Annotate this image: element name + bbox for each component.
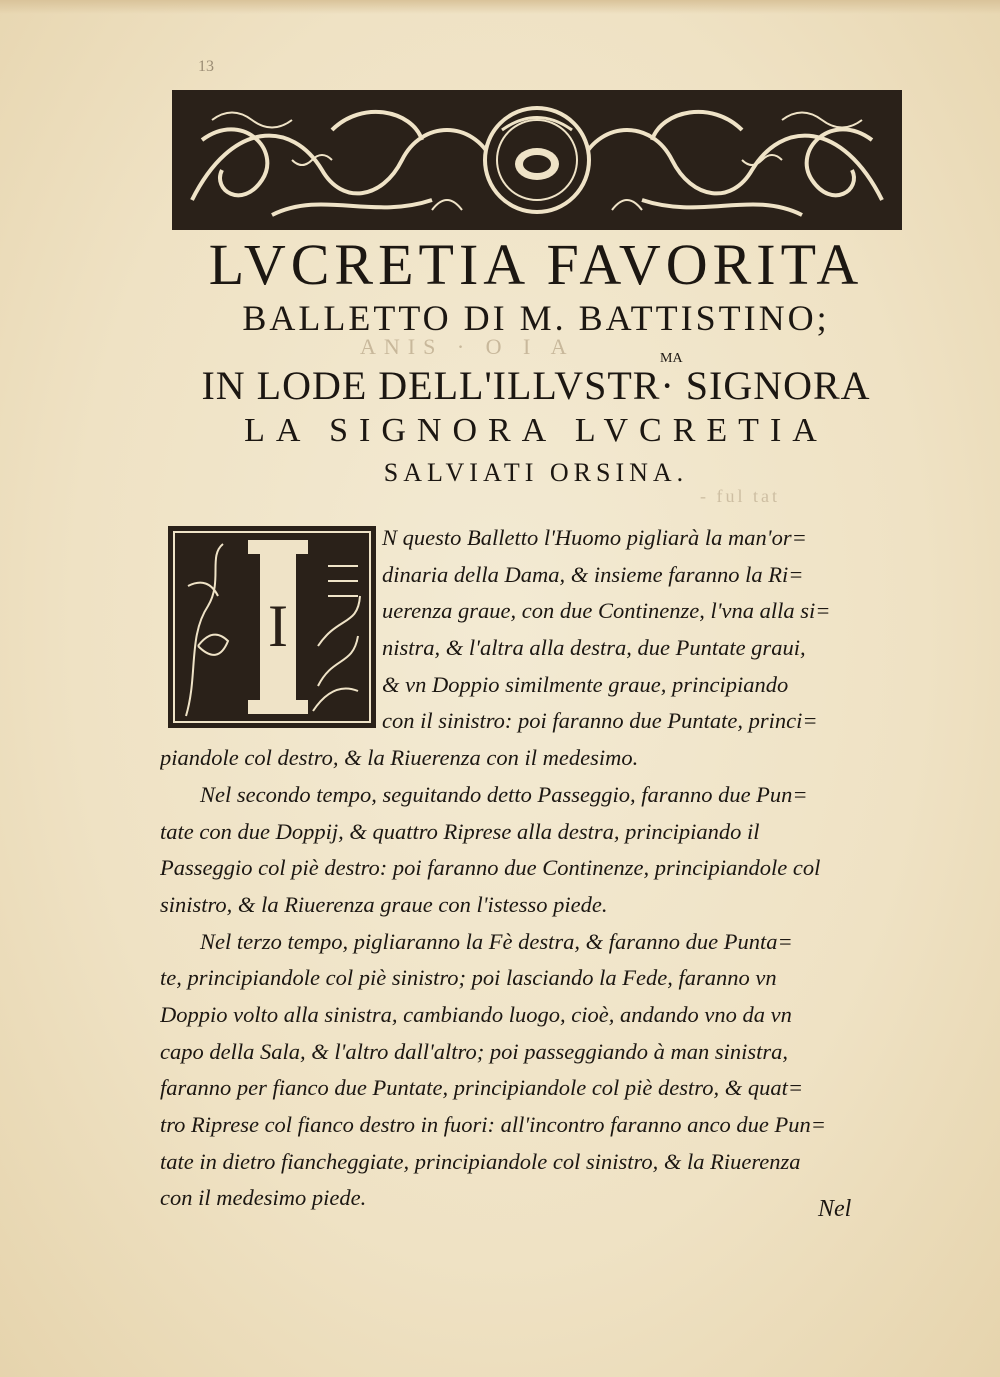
body-line: Nel terzo tempo, pigliaranno la Fè destra, & faranno due Punta= [200,928,793,954]
title-line-4: LA SIGNORA LVCRETIA [244,412,828,449]
body-line: piandole col destro, & la Riuerenza con il medesimo. [160,745,639,771]
body-line: Nel secondo tempo, seguitando detto Passeggio, faranno due Pun= [200,781,808,807]
show-through-text: ANIS · O I A [360,334,575,359]
body-line: con il medesimo piede. [160,1185,367,1211]
body-line: Passeggio col piè destro: poi faranno due Continenze, principiandole col [160,855,821,881]
body-line: capo della Sala, & l'altro dall'altro; poi passeggiando à man sinistra, [160,1038,788,1064]
body-line: nistra, & l'altra alla destra, due Puntate graui, [382,635,806,661]
title-line-5: SALVIATI ORSINA. [383,458,689,487]
headpiece-ornament [172,90,902,230]
show-through-text-2: - ful tat [700,486,780,506]
page-top-edge [0,0,1000,14]
body-line: tate in dietro fiancheggiate, principiandole col sinistro, & la Riuerenza [160,1148,801,1174]
body-line: Doppio volto alla sinistra, cambiando luogo, cioè, andando vno da vn [160,1001,792,1027]
page-number: 13 [198,58,214,75]
body-line: uerenza graue, con due Continenze, l'vna alla si= [382,598,831,624]
body-text [160,520,912,1217]
body-line: & vn Doppio similmente graue, principiando [382,671,789,697]
body-line: tro Riprese col fianco destro in fuori: all'incontro faranno anco due Pun= [160,1112,826,1137]
title-line-2: BALLETTO DI M. BATTISTINO; [242,298,830,338]
title-line-1: LVCRETIA FAVORITA [208,232,864,297]
drop-cap-letter: I [268,593,288,659]
body-line: dinaria della Dama, & insieme faranno la Ri= [382,561,804,587]
title-word-ma: MA [660,351,683,366]
catchword: Nel [818,1196,852,1222]
title-line-3: IN LODE DELL'ILLVSTR· SIGNORA [201,363,871,408]
body-line: tate con due Doppij, & quattro Riprese alla destra, principiando il [160,818,760,844]
body-line: faranno per fianco due Puntate, principiandole col piè destro, & quat= [160,1075,804,1101]
body-line: con il sinistro: poi faranno due Puntate, princi= [382,708,818,734]
body-line: N questo Balletto l'Huomo pigliarà la man'or= [382,525,807,550]
body-line: te, principiandole col piè sinistro; poi lasciando la Fede, faranno vn [160,965,777,991]
body-line: sinistro, & la Riuerenza graue con l'istesso piede. [160,891,608,917]
